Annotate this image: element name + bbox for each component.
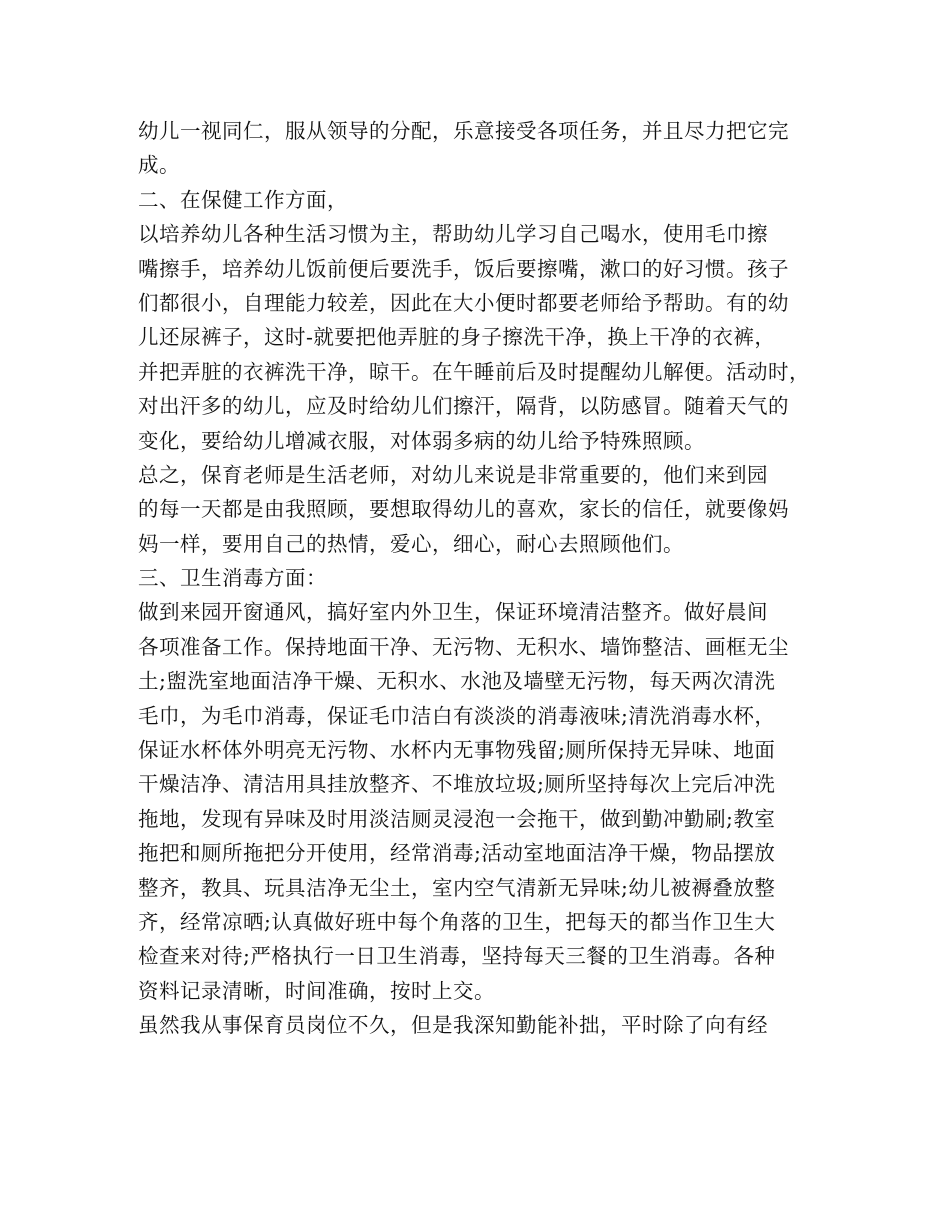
text-line: 成。: [138, 153, 180, 178]
text-line: 总之，保育老师是生活老师，对幼儿来说是非常重要的，他们来到园: [138, 462, 768, 487]
text-line: 虽然我从事保育员岗位不久，但是我深知勤能补拙，平时除了向有经: [138, 1013, 768, 1038]
section-heading: 三、卫生消毒方面：: [138, 566, 327, 591]
text-line: 土;盥洗室地面洁净干燥、无积水、水池及墙壁无污物，每天两次清洗: [138, 669, 776, 694]
text-line: 对出汗多的幼儿，应及时给幼儿们擦汗，隔背，以防感冒。随着天气的: [138, 394, 789, 419]
text-line: 并把弄脏的衣裤洗干净，晾干。在午睡前后及时提醒幼儿解便。活动时，: [138, 359, 810, 384]
text-line: 资料记录清晰，时间准确，按时上交。: [138, 978, 495, 1003]
text-line: 儿还尿裤子，这时-就要把他弄脏的身子擦洗干净，换上干净的衣裤，: [138, 325, 776, 350]
text-line: 整齐，教具、玩具洁净无尘土，室内空气清新无异味;幼儿被褥叠放整: [138, 875, 776, 900]
section-heading: 二、在保健工作方面，: [138, 187, 348, 212]
text-line: 干燥洁净、清洁用具挂放整齐、不堆放垃圾;厕所坚持每次上完后冲洗: [138, 772, 776, 797]
text-line: 保证水杯体外明亮无污物、水杯内无事物残留;厕所保持无异味、地面: [138, 738, 776, 763]
text-line: 以培养幼儿各种生活习惯为主，帮助幼儿学习自己喝水，使用毛巾擦: [138, 222, 768, 247]
document-body: [138, 114, 814, 1043]
text-line: 做到来园开窗通风，搞好室内外卫生，保证环境清洁整齐。做好晨间: [138, 600, 768, 625]
text-line: 幼儿一视同仁，服从领导的分配，乐意接受各项任务，并且尽力把它完: [138, 119, 789, 143]
text-line: 的每一天都是由我照顾，要想取得幼儿的喜欢，家长的信任，就要像妈: [138, 497, 789, 522]
text-line: 各项准备工作。保持地面干净、无污物、无积水、墙饰整洁、画框无尘: [138, 634, 789, 659]
text-line: 检查来对待;严格执行一日卫生消毒，坚持每天三餐的卫生消毒。各种: [138, 944, 776, 969]
text-line: 拖把和厕所拖把分开使用，经常消毒;活动室地面洁净干燥，物品摆放: [138, 841, 776, 866]
text-line: 毛巾，为毛巾消毒，保证毛巾洁白有淡淡的消毒液味;清洗消毒水杯，: [138, 703, 776, 728]
text-line: 们都很小，自理能力较差，因此在大小便时都要老师给予帮助。有的幼: [138, 290, 789, 315]
text-line: 齐，经常凉晒;认真做好班中每个角落的卫生，把每天的都当作卫生大: [138, 909, 776, 934]
text-line: 变化，要给幼儿增减衣服，对体弱多病的幼儿给予特殊照顾。: [138, 428, 705, 453]
text-line: 嘴擦手，培养幼儿饭前便后要洗手，饭后要擦嘴，漱口的好习惯。孩子: [138, 256, 789, 281]
text-line: 妈一样，要用自己的热情，爱心，细心，耐心去照顾他们。: [138, 531, 684, 556]
text-line: 拖地，发现有异味及时用淡洁厕灵浸泡一会拖干，做到勤冲勤刷;教室: [138, 806, 776, 831]
